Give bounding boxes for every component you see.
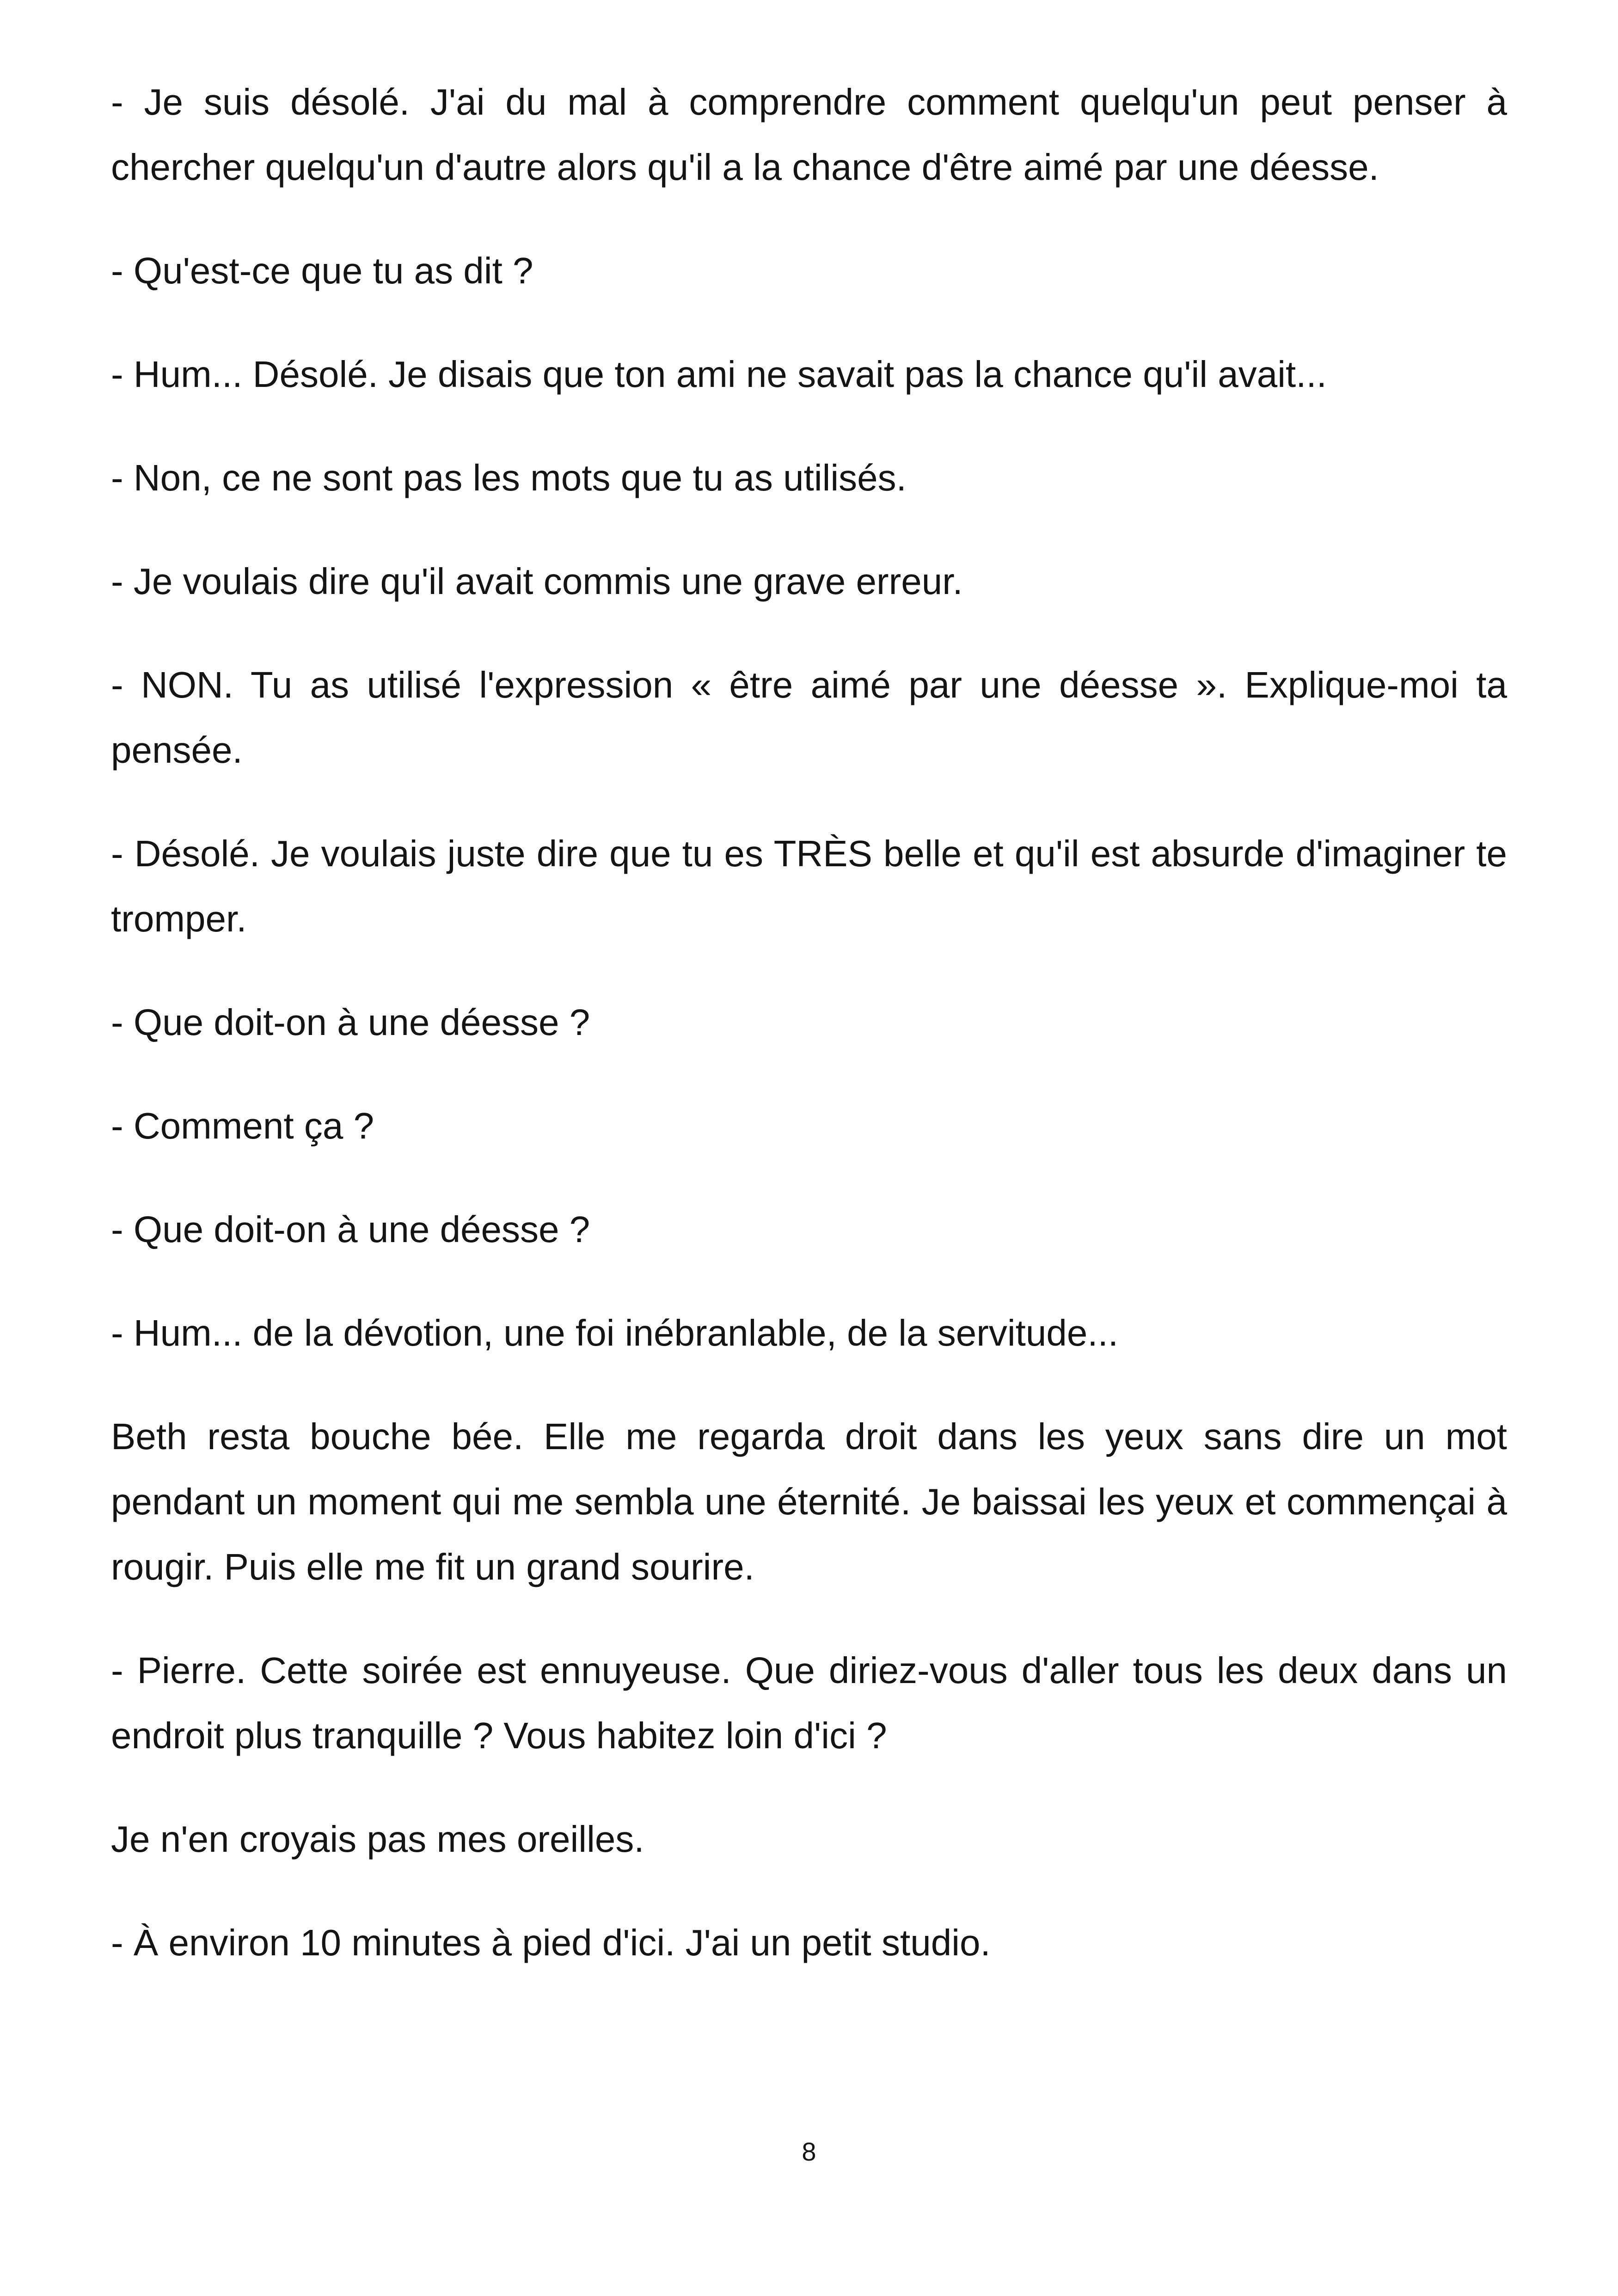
paragraph: - NON. Tu as utilisé l'expression « être aimé par une déesse ». Explique-moi ta pensée. — [111, 664, 1507, 771]
paragraph: - Que doit-on à une déesse ? — [111, 1002, 590, 1043]
paragraph: - Désolé. Je voulais juste dire que tu es TRÈS belle et qu'il est absurde d'imaginer te tromper. — [111, 833, 1507, 939]
paragraph: - Comment ça ? — [111, 1105, 374, 1146]
paragraph: - Hum... de la dévotion, une foi inébranlable, de la servitude... — [111, 1312, 1119, 1353]
paragraph: Beth resta bouche bée. Elle me regarda droit dans les yeux sans dire un mot pendant un moment qui me sembla une éternité. Je baissai les yeux et commençai à rougir. Puis elle me fit un grand sourire. — [111, 1416, 1507, 1587]
paragraph: - Non, ce ne sont pas les mots que tu as utilisés. — [111, 457, 907, 498]
paragraph: - À environ 10 minutes à pied d'ici. J'ai un petit studio. — [111, 1922, 991, 1963]
body-text — [111, 69, 1507, 2014]
paragraph: - Je voulais dire qu'il avait commis une grave erreur. — [111, 561, 963, 602]
paragraph: - Que doit-on à une déesse ? — [111, 1209, 590, 1250]
paragraph: - Hum... Désolé. Je disais que ton ami ne savait pas la chance qu'il avait... — [111, 354, 1327, 395]
page-number: 8 — [802, 2137, 816, 2166]
paragraph: - Pierre. Cette soirée est ennuyeuse. Que diriez-vous d'aller tous les deux dans un endroit plus tranquille ? Vous habitez loin d'ici ? — [111, 1650, 1507, 1756]
paragraph: - Qu'est-ce que tu as dit ? — [111, 250, 533, 291]
paragraph: Je n'en croyais pas mes oreilles. — [111, 1818, 644, 1860]
paragraph: - Je suis désolé. J'ai du mal à comprendre comment quelqu'un peut penser à chercher quelqu'un d'autre alors qu'il a la chance d'être aimé par une déesse. — [111, 81, 1507, 188]
